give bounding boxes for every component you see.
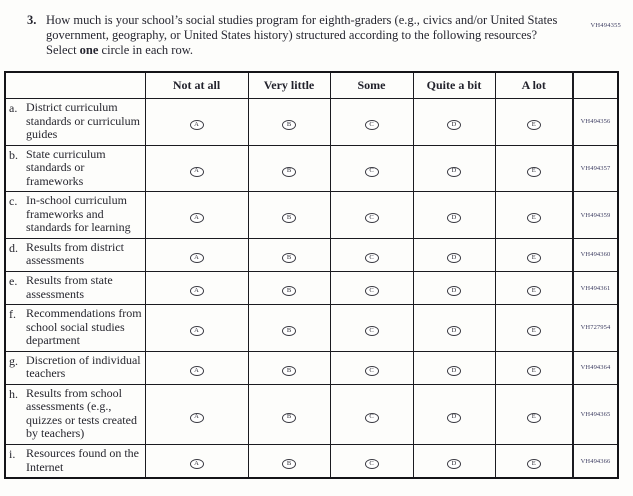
row-code-cell — [573, 384, 618, 444]
row-letter: g. — [9, 353, 18, 368]
bubble-not-at-all[interactable]: A — [190, 413, 204, 423]
corner-cell — [5, 72, 145, 99]
bubble-very-little[interactable]: B — [282, 366, 296, 376]
row-code: VH727954 — [580, 324, 611, 332]
table-row — [5, 445, 618, 479]
bubble-quite-a-bit[interactable]: D — [447, 459, 461, 469]
row-label-cell — [5, 99, 145, 146]
row-label-cell — [5, 192, 145, 239]
row-code-cell — [573, 305, 618, 352]
option-cell-quite-a-bit — [413, 305, 495, 352]
row-code: VH494364 — [580, 364, 611, 372]
row-label: Results from school assessments (e.g., quizzes or tests created by teachers) — [26, 385, 137, 441]
option-cell-not-at-all — [145, 99, 248, 146]
bubble-not-at-all[interactable]: A — [190, 167, 204, 177]
row-letter: c. — [9, 194, 18, 209]
resource-table-body — [5, 99, 618, 479]
table-row — [5, 192, 618, 239]
row-label-cell — [5, 351, 145, 384]
bubble-some[interactable]: C — [365, 286, 379, 296]
bubble-not-at-all[interactable]: A — [190, 120, 204, 130]
table-row — [5, 384, 618, 444]
row-letter: b. — [9, 147, 18, 162]
question — [27, 13, 559, 58]
col-header-very-little: Very little — [248, 72, 330, 99]
row-code-cell — [573, 445, 618, 479]
option-cell-not-at-all — [145, 445, 248, 479]
option-cell-not-at-all — [145, 272, 248, 305]
table-row — [5, 351, 618, 384]
option-cell-quite-a-bit — [413, 145, 495, 192]
option-cell-very-little — [248, 445, 330, 479]
option-cell-some — [330, 192, 413, 239]
bubble-some[interactable]: C — [365, 120, 379, 130]
row-code: VH494366 — [580, 457, 611, 465]
option-cell-some — [330, 384, 413, 444]
row-code: VH494356 — [580, 118, 611, 126]
bubble-quite-a-bit[interactable]: D — [447, 120, 461, 130]
row-label: State curriculum standards or frameworks — [26, 146, 106, 188]
bubble-a-lot[interactable]: E — [527, 459, 541, 469]
option-cell-not-at-all — [145, 145, 248, 192]
row-label: Recommendations from school social studies department — [26, 306, 142, 348]
row-label-cell — [5, 238, 145, 271]
row-code-cell — [573, 272, 618, 305]
row-label: District curriculum standards or curriculum guides — [26, 100, 140, 142]
bubble-some[interactable]: C — [365, 253, 379, 263]
row-code-cell — [573, 238, 618, 271]
option-cell-quite-a-bit — [413, 272, 495, 305]
option-cell-a-lot — [495, 238, 573, 271]
bubble-quite-a-bit[interactable]: D — [447, 167, 461, 177]
option-cell-some — [330, 305, 413, 352]
bubble-quite-a-bit[interactable]: D — [447, 253, 461, 263]
col-header-a-lot: A lot — [495, 72, 573, 99]
bubble-a-lot[interactable]: E — [527, 167, 541, 177]
option-cell-not-at-all — [145, 238, 248, 271]
option-cell-some — [330, 99, 413, 146]
bubble-a-lot[interactable]: E — [527, 286, 541, 296]
col-header-quite-a-bit: Quite a bit — [413, 72, 495, 99]
bubble-very-little[interactable]: B — [282, 213, 296, 223]
option-cell-some — [330, 145, 413, 192]
bubble-some[interactable]: C — [365, 366, 379, 376]
bubble-very-little[interactable]: B — [282, 167, 296, 177]
row-code-cell — [573, 192, 618, 239]
option-cell-very-little — [248, 192, 330, 239]
row-letter: f. — [9, 307, 16, 322]
question-text — [46, 13, 559, 58]
bubble-some[interactable]: C — [365, 167, 379, 177]
question-text-end: circle in each row. — [98, 43, 194, 57]
option-cell-some — [330, 272, 413, 305]
option-cell-a-lot — [495, 145, 573, 192]
option-cell-quite-a-bit — [413, 238, 495, 271]
bubble-a-lot[interactable]: E — [527, 253, 541, 263]
option-cell-not-at-all — [145, 305, 248, 352]
bubble-some[interactable]: C — [365, 213, 379, 223]
row-letter: d. — [9, 240, 18, 255]
option-cell-quite-a-bit — [413, 351, 495, 384]
table-row — [5, 238, 618, 271]
row-code: VH494357 — [580, 164, 611, 172]
bubble-not-at-all[interactable]: A — [190, 366, 204, 376]
form-code: VH494355 — [590, 22, 621, 29]
option-cell-a-lot — [495, 351, 573, 384]
option-cell-a-lot — [495, 192, 573, 239]
option-cell-quite-a-bit — [413, 99, 495, 146]
row-letter: h. — [9, 386, 18, 401]
table-row — [5, 99, 618, 146]
option-cell-some — [330, 445, 413, 479]
question-text-start: How much is your school’s social studies program for eighth-graders (e.g., civics and/or United States government, geography, or United States history) structured according to the following resources? Select — [46, 13, 558, 57]
row-code-cell — [573, 145, 618, 192]
row-code-cell — [573, 99, 618, 146]
row-label: Resources found on the Internet — [26, 446, 139, 474]
row-code: VH494361 — [580, 284, 611, 292]
bubble-very-little[interactable]: B — [282, 413, 296, 423]
option-cell-some — [330, 238, 413, 271]
bubble-some[interactable]: C — [365, 326, 379, 336]
bubble-very-little[interactable]: B — [282, 326, 296, 336]
header-row — [5, 72, 618, 99]
option-cell-very-little — [248, 272, 330, 305]
option-cell-not-at-all — [145, 351, 248, 384]
row-code: VH494365 — [580, 410, 611, 418]
bubble-quite-a-bit[interactable]: D — [447, 286, 461, 296]
row-label-cell — [5, 272, 145, 305]
option-cell-a-lot — [495, 384, 573, 444]
option-cell-a-lot — [495, 99, 573, 146]
row-label-cell — [5, 445, 145, 479]
bubble-very-little[interactable]: B — [282, 286, 296, 296]
row-label: In-school curriculum frameworks and standards for learning — [26, 193, 131, 235]
bubble-a-lot[interactable]: E — [527, 120, 541, 130]
question-bold-word: one — [79, 43, 99, 57]
option-cell-quite-a-bit — [413, 445, 495, 479]
row-label-cell — [5, 384, 145, 444]
col-header-some: Some — [330, 72, 413, 99]
option-cell-a-lot — [495, 305, 573, 352]
row-label-cell — [5, 145, 145, 192]
bubble-quite-a-bit[interactable]: D — [447, 326, 461, 336]
bubble-not-at-all[interactable]: A — [190, 459, 204, 469]
row-label-cell — [5, 305, 145, 352]
bubble-quite-a-bit[interactable]: D — [447, 213, 461, 223]
table-row — [5, 145, 618, 192]
option-cell-very-little — [248, 238, 330, 271]
option-cell-quite-a-bit — [413, 384, 495, 444]
option-cell-some — [330, 351, 413, 384]
option-cell-not-at-all — [145, 384, 248, 444]
row-label: Results from state assessments — [26, 273, 113, 301]
table-row — [5, 272, 618, 305]
row-label: Results from district assessments — [26, 239, 124, 268]
bubble-some[interactable]: C — [365, 413, 379, 423]
bubble-a-lot[interactable]: E — [527, 413, 541, 423]
option-cell-very-little — [248, 145, 330, 192]
row-code: VH494360 — [580, 251, 611, 259]
col-header-not-at-all: Not at all — [145, 72, 248, 99]
option-cell-a-lot — [495, 272, 573, 305]
bubble-not-at-all[interactable]: A — [190, 253, 204, 263]
col-header-code — [573, 72, 618, 99]
row-letter: a. — [9, 101, 18, 115]
option-cell-very-little — [248, 305, 330, 352]
bubble-quite-a-bit[interactable]: D — [447, 413, 461, 423]
table-row — [5, 305, 618, 352]
option-cell-a-lot — [495, 445, 573, 479]
row-code: VH494359 — [580, 211, 611, 219]
bubble-a-lot[interactable]: E — [527, 326, 541, 336]
row-letter: i. — [9, 447, 16, 462]
bubble-not-at-all[interactable]: A — [190, 286, 204, 296]
bubble-not-at-all[interactable]: A — [190, 213, 204, 223]
row-label: Discretion of individual teachers — [26, 352, 141, 381]
bubble-very-little[interactable]: B — [282, 120, 296, 130]
question-number: 3. — [27, 13, 37, 27]
row-code-cell — [573, 351, 618, 384]
bubble-not-at-all[interactable]: A — [190, 326, 204, 336]
option-cell-very-little — [248, 384, 330, 444]
option-cell-very-little — [248, 351, 330, 384]
resource-frequency-table — [4, 71, 619, 479]
option-cell-quite-a-bit — [413, 192, 495, 239]
option-cell-not-at-all — [145, 192, 248, 239]
bubble-very-little[interactable]: B — [282, 253, 296, 263]
bubble-a-lot[interactable]: E — [527, 213, 541, 223]
row-letter: e. — [9, 274, 18, 289]
bubble-quite-a-bit[interactable]: D — [447, 366, 461, 376]
option-cell-very-little — [248, 99, 330, 146]
bubble-some[interactable]: C — [365, 459, 379, 469]
bubble-very-little[interactable]: B — [282, 459, 296, 469]
bubble-a-lot[interactable]: E — [527, 366, 541, 376]
